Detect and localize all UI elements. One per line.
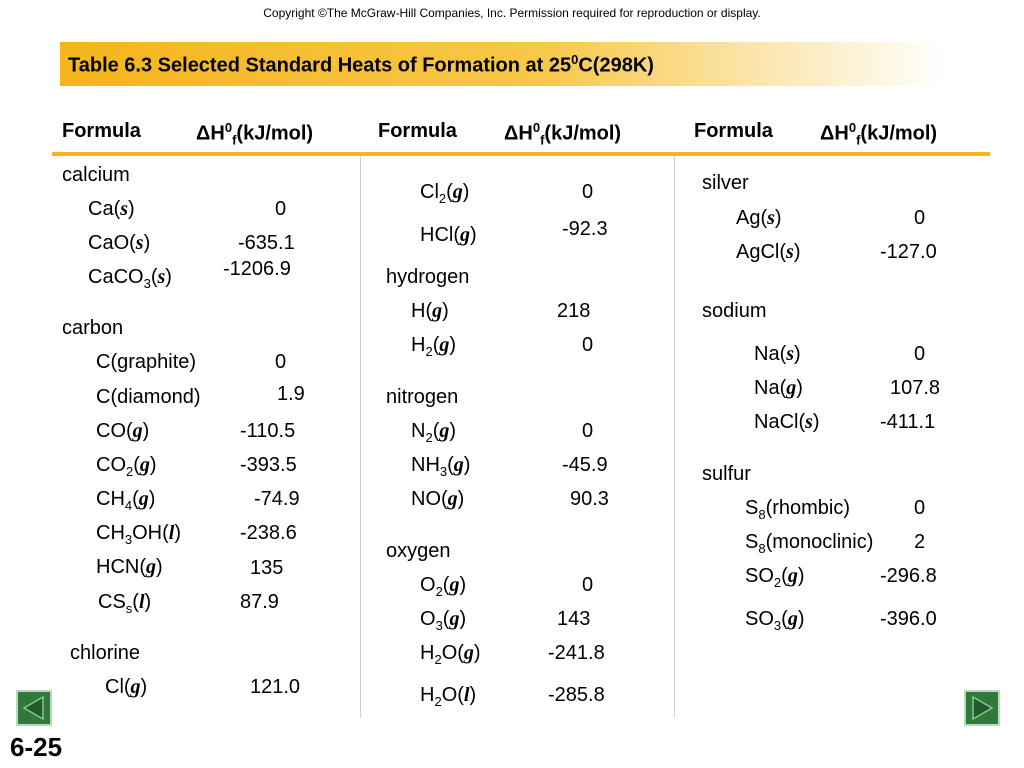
value-caco3: -1206.9	[223, 258, 291, 280]
group-calcium: calcium	[62, 164, 130, 186]
value-so2: -296.8	[880, 565, 937, 587]
group-sodium: sodium	[702, 300, 767, 322]
value-c-graphite: 0	[275, 351, 287, 373]
formula-co2: $CO_2(g)$	[96, 454, 157, 479]
formula-cl: Cl(g)	[105, 676, 148, 698]
formula-nacl: NaCl(s)	[754, 411, 820, 433]
column-header-1: Formula	[62, 120, 141, 142]
table-title: Table 6.3 Selected Standard Heats of Formation at $25^0C(298K)$	[68, 52, 654, 77]
group-silver: silver	[702, 172, 749, 194]
formula-ca: Ca(s)	[88, 198, 135, 220]
copyright-notice: Copyright ©The McGraw-Hill Companies, Inc. Permission required for reproduction or display.	[263, 6, 761, 20]
group-chlorine: chlorine	[70, 642, 141, 664]
value-hcl: -92.3	[562, 218, 608, 240]
value-h2o-l: -285.8	[548, 684, 605, 706]
value-h2o-g: -241.8	[548, 642, 605, 664]
value-cl: 121.0	[250, 676, 301, 698]
previous-slide-button[interactable]	[16, 690, 52, 726]
column-header-3-dh: $\Delta H^0_f(kJ/mol)$	[820, 120, 938, 148]
value-agcl: -127.0	[880, 241, 937, 263]
value-css: 87.9	[240, 591, 279, 613]
formula-caco3: CaCO$_3$(s)	[88, 266, 172, 291]
formula-ch4: $CH_4(g)$	[96, 488, 156, 513]
formula-so2: $SO_2(g)$	[745, 565, 805, 590]
value-so3: -396.0	[880, 608, 937, 630]
value-co: -110.5	[240, 420, 296, 442]
value-na-s: 0	[914, 343, 926, 365]
column-header-3: Formula	[694, 120, 773, 142]
formula-hcn: HCN(g)	[96, 556, 163, 578]
value-na-g: 107.8	[890, 377, 941, 399]
formula-c-diamond: C(diamond)	[96, 386, 201, 408]
formula-o2: $O_2(g)$	[420, 574, 467, 599]
formula-c-graphite: C(graphite)	[96, 351, 197, 373]
formula-ch3oh: $CH_3OH(l)$	[96, 522, 182, 547]
formula-s8-monoclinic: $S_8(monoclinic)$	[745, 531, 874, 556]
triangle-left-icon	[18, 692, 50, 724]
value-ch3oh: -238.6	[240, 522, 297, 544]
formula-h2o-g: $H_2O(g)$	[420, 642, 481, 667]
group-nitrogen: nitrogen	[386, 386, 459, 408]
formula-agcl: AgCl(s)	[736, 241, 801, 263]
value-nh3: -45.9	[562, 454, 608, 476]
formula-so3: $SO_3(g)$	[745, 608, 805, 633]
value-ca: 0	[275, 198, 287, 220]
formula-nh3: $NH_3(g)$	[411, 454, 471, 479]
value-n2: 0	[582, 420, 594, 442]
triangle-right-icon	[966, 692, 998, 724]
formula-na-g: Na(g)	[754, 377, 803, 399]
value-hcn: 135	[250, 557, 284, 579]
group-hydrogen: hydrogen	[386, 266, 470, 288]
formula-n2: $N_2(g)$	[411, 420, 457, 445]
formula-h2: $H_2(g)$	[411, 334, 457, 359]
value-co2: -393.5	[240, 454, 297, 476]
formula-ag: Ag(s)	[736, 207, 782, 229]
value-no: 90.3	[570, 488, 609, 510]
group-oxygen: oxygen	[386, 540, 451, 562]
value-ch4: -74.9	[254, 488, 300, 510]
next-slide-button[interactable]	[964, 690, 1000, 726]
title-bar	[60, 42, 944, 86]
slide-number: 6-25	[10, 732, 63, 762]
column-header-2: Formula	[378, 120, 457, 142]
group-sulfur: sulfur	[702, 463, 751, 485]
formula-s8-rhombic: $S_8(rhombic)$	[745, 497, 851, 522]
value-cao: -635.1	[238, 232, 295, 254]
formula-hcl: HCl(g)	[420, 224, 477, 246]
header-rule	[52, 152, 990, 156]
column-header-1-dh: $\Delta H^0_f(kJ/mol)$	[196, 120, 314, 148]
formula-o3: $O_3(g)$	[420, 608, 467, 633]
value-s8-rhombic: 0	[914, 497, 926, 519]
formula-css: $CS_s(l)$	[98, 591, 152, 616]
value-c-diamond: 1.9	[277, 383, 305, 405]
value-s8-monoclinic: 2	[914, 531, 926, 553]
formula-na-s: Na(s)	[754, 343, 801, 365]
formula-h: H(g)	[411, 300, 449, 322]
value-h2: 0	[582, 334, 594, 356]
formula-cao: CaO(s)	[88, 232, 151, 254]
formula-h2o-l: $H_2O(l)$	[420, 684, 477, 709]
formula-co: CO(g)	[96, 420, 150, 442]
value-o2: 0	[582, 574, 594, 596]
value-h: 218	[557, 300, 591, 322]
value-cl2: 0	[582, 181, 594, 203]
value-ag: 0	[914, 207, 926, 229]
column-divider-2	[674, 156, 675, 718]
group-carbon: carbon	[62, 317, 124, 339]
column-divider-1	[360, 156, 361, 718]
formula-no: NO(g)	[411, 488, 465, 510]
formula-cl2: $Cl_2(g)$	[420, 181, 470, 206]
column-header-2-dh: $\Delta H^0_f(kJ/mol)$	[504, 120, 622, 148]
value-o3: 143	[557, 608, 591, 630]
value-nacl: -411.1	[880, 411, 936, 433]
